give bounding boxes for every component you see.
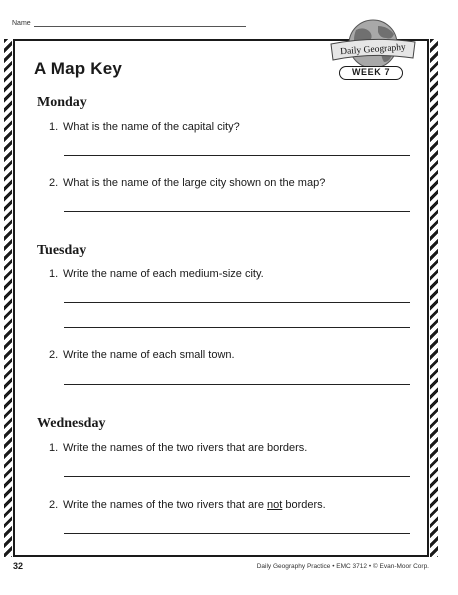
question-text: What is the name of the large city shown on the map?: [63, 177, 326, 189]
answer-line[interactable]: [64, 327, 410, 328]
question-number: 2.: [49, 349, 59, 361]
question-wednesday-2: [49, 499, 326, 511]
answer-line[interactable]: [64, 476, 410, 477]
name-row: [12, 19, 246, 27]
page-title: A Map Key: [34, 59, 123, 78]
question-text: Write the names of the two rivers that are borders.: [63, 442, 308, 454]
question-number: 2.: [49, 177, 59, 189]
day-heading-wednesday: Wednesday: [37, 416, 106, 431]
question-wednesday-1: [49, 442, 307, 454]
question-monday-2: [49, 177, 325, 189]
answer-line[interactable]: [64, 211, 410, 212]
question-tuesday-2: [49, 349, 235, 361]
question-text-after: borders.: [282, 499, 326, 511]
question-text: Write the name of each medium-size city.: [63, 268, 264, 280]
day-heading-monday: Monday: [37, 95, 87, 110]
page-number: 32: [13, 561, 24, 571]
week-badge: WEEK 7: [339, 66, 403, 80]
right-border-stripes: [430, 39, 438, 557]
answer-line[interactable]: [64, 155, 410, 156]
question-monday-1: [49, 121, 240, 133]
answer-line[interactable]: [64, 302, 410, 303]
question-text: What is the name of the capital city?: [63, 121, 240, 133]
daily-geography-badge: [326, 14, 420, 86]
question-number: 2.: [49, 499, 59, 511]
name-label: Name: [12, 20, 31, 27]
question-number: 1.: [49, 121, 59, 133]
left-border-stripes: [4, 39, 12, 557]
question-number: 1.: [49, 268, 59, 280]
answer-line[interactable]: [64, 533, 410, 534]
question-number: 1.: [49, 442, 59, 454]
question-tuesday-1: [49, 268, 264, 280]
question-text-emphasis: not: [267, 499, 283, 511]
badge-label: Daily Geography: [339, 42, 407, 58]
footer-credit: Daily Geography Practice • EMC 3712 • © Evan-Moor Corp.: [256, 563, 429, 570]
question-text: Write the name of each small town.: [63, 349, 235, 361]
day-heading-tuesday: Tuesday: [37, 243, 87, 258]
answer-line[interactable]: [64, 384, 410, 385]
question-text-before: Write the names of the two rivers that are: [63, 499, 267, 511]
name-field[interactable]: [34, 19, 246, 27]
worksheet-frame: [13, 39, 429, 557]
